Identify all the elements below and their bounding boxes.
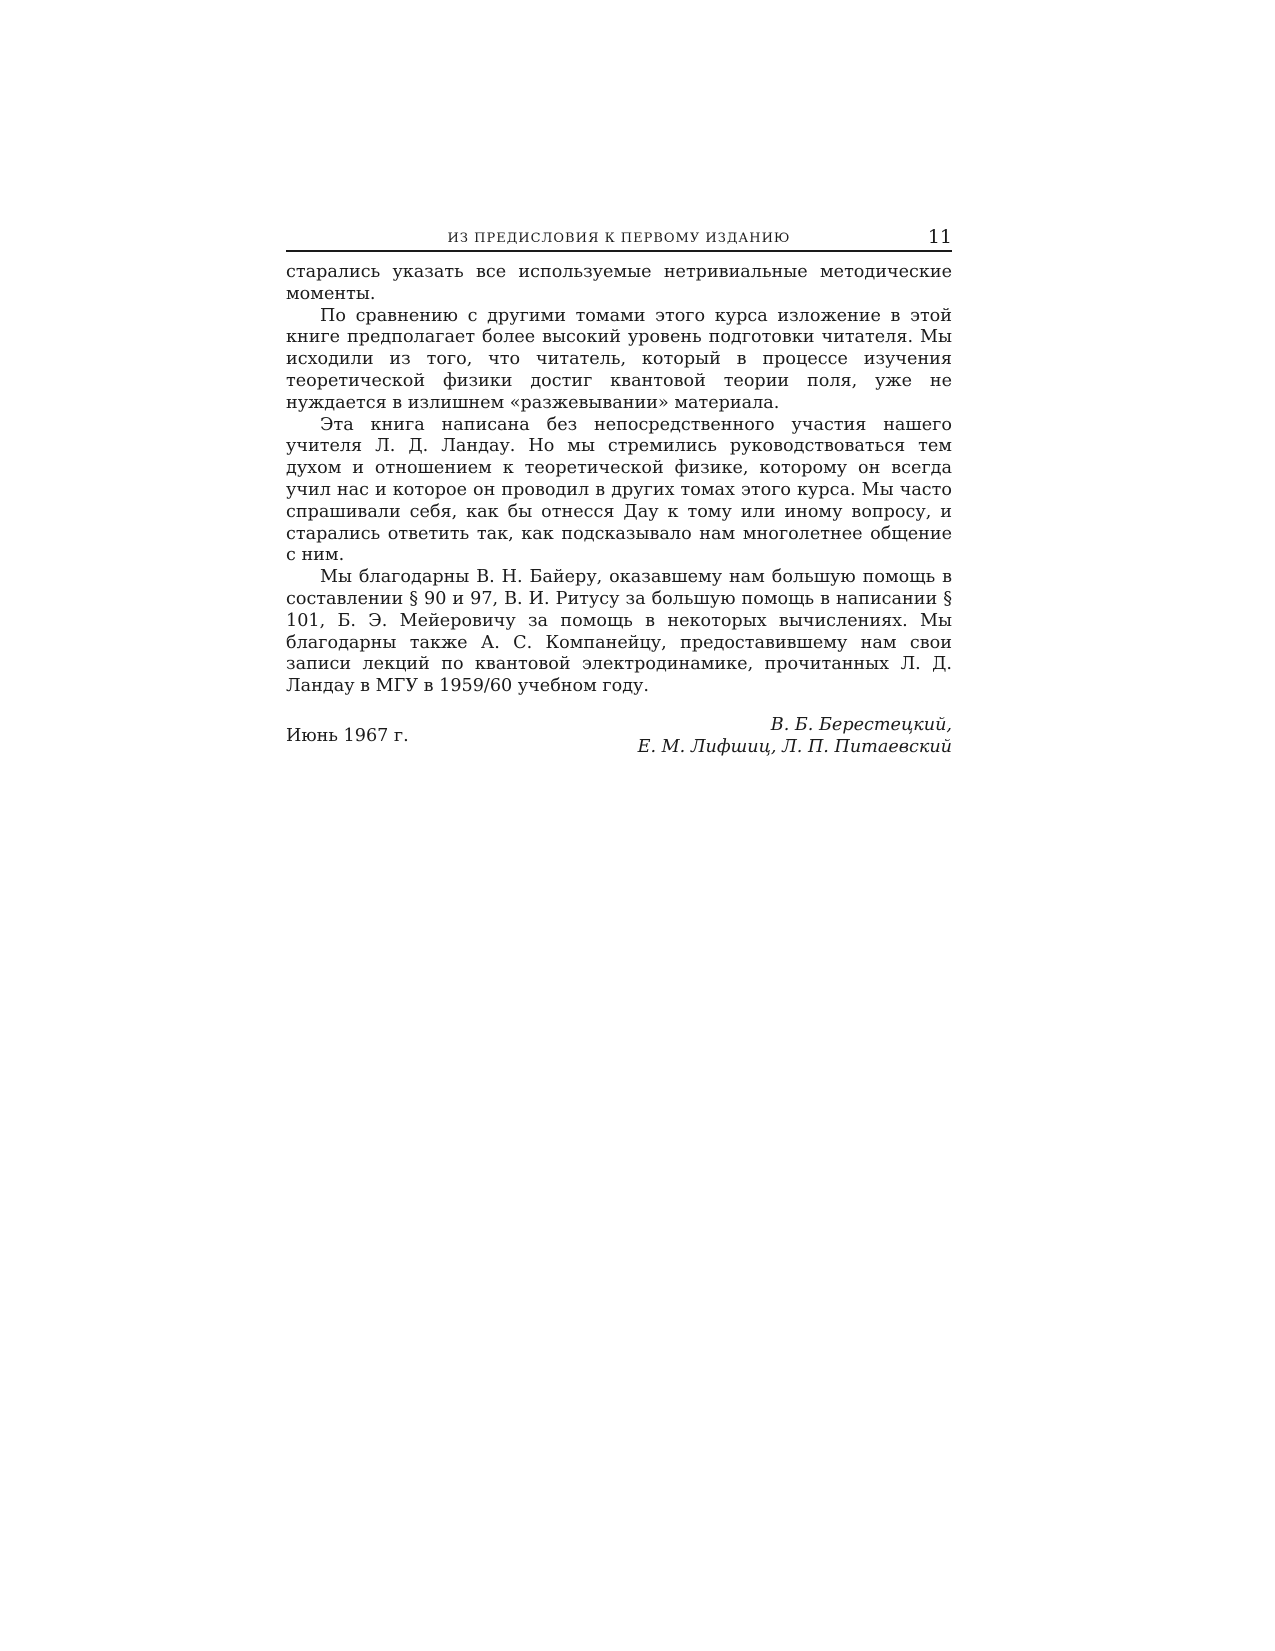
signature-block xyxy=(286,714,952,760)
body-text xyxy=(286,262,952,698)
authors-line-1: В. Б. Берестецкий, xyxy=(770,714,952,735)
page-number: 11 xyxy=(927,226,952,248)
paragraph-continuation: старались указать все используемые нетривиальные методические моменты. xyxy=(286,262,952,304)
paragraph-comparison: По сравнению с другими томами этого курса изложение в этой книге предполагает более высокий уровень подготовки читателя. Мы исходили из того, что читатель, который в процессе изучения теоретической физики достиг квантовой теории поля, уже не нуждается в излишнем «разжевывании» материала. xyxy=(286,305,952,413)
paragraph-landau: Эта книга написана без непосредственного участия нашего учителя Л. Д. Ландау. Но мы стремились руководствоваться тем духом и отношением к теоретической физике, которому он всегда учил нас и которое он проводил в других томах этого курса. Мы часто спрашивали себя, как бы отнесся Дау к тому или иному вопросу, и старались ответить так, как подсказывало нам многолетнее общение с ним. xyxy=(286,414,952,566)
running-title: ИЗ ПРЕДИСЛОВИЯ К ПЕРВОМУ ИЗДАНИЮ xyxy=(447,231,791,246)
paragraph-acknowledgements: Мы благодарны В. Н. Байеру, оказавшему нам большую помощь в составлении § 90 и 97, В. И. Ритусу за большую помощь в написании § 101, Б. Э. Мейеровичу за помощь в некоторых вычислениях. Мы благодарны также А. С. Компанейцу, предоставившему нам свои записи лекций по квантовой электродинамике, прочитанных Л. Д. Ландау в МГУ в 1959/60 учебном году. xyxy=(286,567,952,697)
signature-date: Июнь 1967 г. xyxy=(286,725,409,746)
authors-line-2: Е. М. Лифшиц, Л. П. Питаевский xyxy=(637,736,952,757)
running-head xyxy=(286,226,952,252)
signature-authors xyxy=(638,714,952,758)
book-page xyxy=(286,226,952,760)
